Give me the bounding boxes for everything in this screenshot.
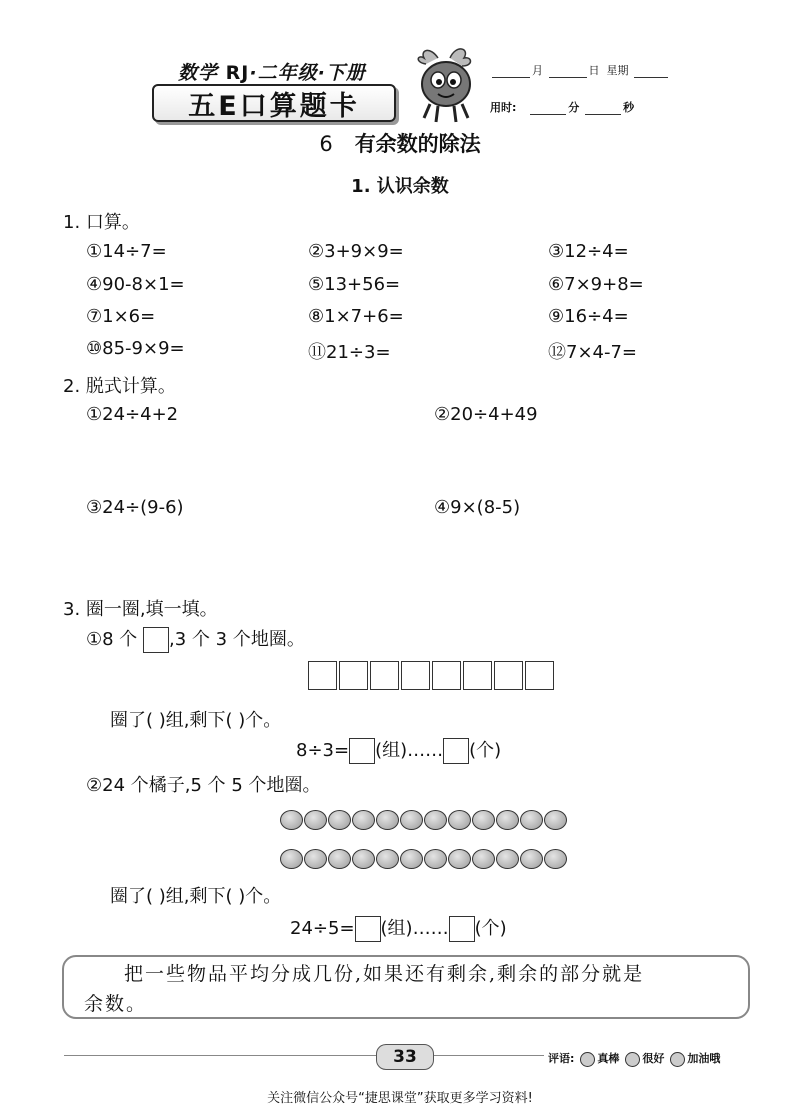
square-item <box>339 661 368 690</box>
orange-icon <box>424 849 447 869</box>
square-item <box>370 661 399 690</box>
orange-icon <box>448 810 471 830</box>
q3-part1-prompt-pre: ①8 个 <box>86 629 138 650</box>
day-blank[interactable] <box>549 67 587 78</box>
answer-box[interactable] <box>355 916 381 942</box>
orange-icon <box>424 810 447 830</box>
orange-icon <box>544 810 567 830</box>
square-item <box>463 661 492 690</box>
chapter-name: 有余数的除法 <box>354 132 481 156</box>
subject-header: 数学 RJ·二年级·下册 <box>178 62 366 84</box>
evaluation <box>548 1050 720 1067</box>
q3-part2-fill: 圈了( )组,剩下( )个。 <box>110 886 282 907</box>
q1-item: ⑧1×7+6= <box>308 306 404 327</box>
orange-icon <box>400 849 423 869</box>
minutes-blank[interactable] <box>530 104 566 115</box>
equation-mid: (组)…… <box>375 740 444 761</box>
orange-icon <box>544 849 567 869</box>
q1-item: ③12÷4= <box>548 241 629 262</box>
time-line <box>490 99 634 115</box>
q1-item: ⑦1×6= <box>86 306 156 327</box>
evaluation-option: 很好 <box>642 1052 665 1065</box>
answer-box[interactable] <box>443 738 469 764</box>
page-number: 33 <box>376 1044 434 1070</box>
orange-icon <box>472 810 495 830</box>
equation-mid: (组)…… <box>380 918 449 939</box>
answer-box[interactable] <box>449 916 475 942</box>
seconds-blank[interactable] <box>585 104 621 115</box>
footer-text: 关注微信公众号“捷思课堂”获取更多学习资料! <box>267 1091 533 1106</box>
orange-icon <box>304 849 327 869</box>
definition-line-2: 余数。 <box>84 993 148 1015</box>
answer-box[interactable] <box>143 627 169 653</box>
smile-face-icon <box>580 1052 595 1067</box>
q1-item: ⑪21÷3= <box>308 342 391 363</box>
orange-icon <box>328 849 351 869</box>
orange-row <box>280 810 568 830</box>
q2-item: ④9×(8-5) <box>434 497 521 518</box>
q3-part1-prompt <box>86 625 305 653</box>
q2-item: ②20÷4+49 <box>434 404 538 425</box>
grade-label: 二年级 <box>257 62 318 84</box>
orange-icon <box>400 810 423 830</box>
weekday-blank[interactable] <box>634 67 668 78</box>
divider <box>432 1055 544 1056</box>
orange-icon <box>376 810 399 830</box>
square-item <box>432 661 461 690</box>
q1-item: ⑤13+56= <box>308 274 401 295</box>
month-blank[interactable] <box>492 67 530 78</box>
evaluation-option: 加油哦 <box>687 1052 721 1065</box>
mascot-icon <box>410 44 482 126</box>
orange-icon <box>472 849 495 869</box>
answer-box[interactable] <box>349 738 375 764</box>
q3-part1-prompt-post: ,3 个 3 个地圈。 <box>169 629 305 650</box>
term-label: 下册 <box>325 62 366 84</box>
orange-icon <box>352 849 375 869</box>
q3-title: 3. 圈一圈,填一填。 <box>63 599 218 620</box>
equation-post: (个) <box>474 918 507 939</box>
definition-box <box>62 955 750 1019</box>
orange-icon <box>496 810 519 830</box>
q1-item: ②3+9×9= <box>308 241 404 262</box>
square-item <box>525 661 554 690</box>
orange-icon <box>376 849 399 869</box>
q1-item: ⑥7×9+8= <box>548 274 644 295</box>
q2-item: ③24÷(9-6) <box>86 497 184 518</box>
evaluation-label: 评语: <box>548 1052 575 1066</box>
section-title: 1. 认识余数 <box>351 176 449 197</box>
edition-label: RJ <box>225 62 250 84</box>
chapter-number: 6 <box>319 132 333 156</box>
orange-icon <box>328 810 351 830</box>
orange-icon <box>352 810 375 830</box>
q3-part2-prompt: ②24 个橘子,5 个 5 个地圈。 <box>86 775 321 796</box>
orange-icon <box>304 810 327 830</box>
orange-icon <box>448 849 471 869</box>
q2-title: 2. 脱式计算。 <box>63 376 176 397</box>
q1-item: ①14÷7= <box>86 241 167 262</box>
q1-title: 1. 口算。 <box>63 212 140 233</box>
q1-item: ④90-8×1= <box>86 274 185 295</box>
square-row <box>308 661 556 690</box>
cheer-face-icon <box>670 1052 685 1067</box>
date-line <box>490 62 670 78</box>
minutes-label: 分 <box>568 101 580 114</box>
weekday-label: 星期 <box>606 64 629 77</box>
definition-line-1: 把一些物品平均分成几份,如果还有剩余,剩余的部分就是 <box>124 963 645 985</box>
time-label: 用时: <box>490 101 517 114</box>
equation-pre: 8÷3= <box>296 740 350 761</box>
card-title: 五E口算题卡 <box>152 84 396 122</box>
divider <box>64 1055 376 1056</box>
month-label: 月 <box>532 64 543 77</box>
chapter-title <box>0 128 800 158</box>
orange-icon <box>520 849 543 869</box>
happy-face-icon <box>625 1052 640 1067</box>
seconds-label: 秒 <box>623 101 635 114</box>
orange-icon <box>496 849 519 869</box>
orange-icon <box>280 810 303 830</box>
square-item <box>401 661 430 690</box>
q1-item: ⑨16÷4= <box>548 306 629 327</box>
definition-text <box>84 959 736 1019</box>
equation-pre: 24÷5= <box>290 918 355 939</box>
subject-label: 数学 <box>178 62 219 84</box>
evaluation-option: 真棒 <box>597 1052 620 1065</box>
square-item <box>494 661 523 690</box>
equation-post: (个) <box>469 740 502 761</box>
q3-part2-equation <box>290 914 507 942</box>
day-label: 日 <box>588 64 600 77</box>
orange-icon <box>280 849 303 869</box>
square-item <box>308 661 337 690</box>
q3-part1-fill: 圈了( )组,剩下( )个。 <box>110 710 282 731</box>
orange-icon <box>520 810 543 830</box>
q1-item: ⑫7×4-7= <box>548 342 638 363</box>
q2-item: ①24÷4+2 <box>86 404 179 425</box>
q1-item: ⑩85-9×9= <box>86 338 185 359</box>
orange-row <box>280 849 568 869</box>
q3-part1-equation <box>296 736 501 764</box>
